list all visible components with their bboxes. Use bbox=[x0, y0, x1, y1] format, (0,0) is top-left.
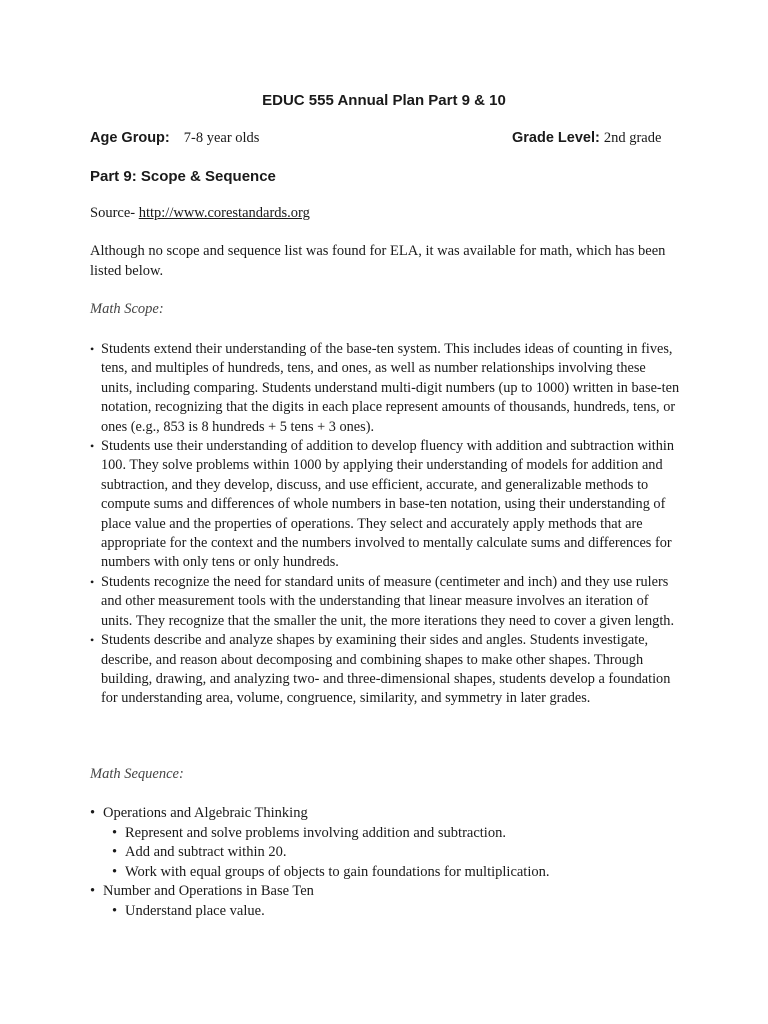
age-group-value: 7-8 year olds bbox=[183, 130, 260, 146]
math-sequence-heading: Math Sequence: bbox=[90, 766, 184, 782]
grade-level-value: 2nd grade bbox=[603, 130, 662, 146]
bullet-icon: • bbox=[90, 574, 95, 589]
list-item bbox=[90, 824, 690, 844]
part9-heading: Part 9: Scope & Sequence bbox=[90, 168, 276, 185]
list-item-text: Add and subtract within 20. bbox=[125, 844, 287, 860]
math-sequence-list bbox=[90, 804, 690, 921]
list-item-text: Understand place value. bbox=[125, 902, 265, 919]
source-label: Source- bbox=[90, 205, 136, 221]
list-item bbox=[90, 573, 680, 631]
list-item bbox=[90, 804, 690, 824]
list-item-text: Students use their understanding of addition to develop fluency with addition and subtraction within 100. They solve problems within 1000 by applying their understanding of models for addition and subtraction, and they develop, discuss, and use efficient, accurate, and generalizable methods to compute sums and differences of whole numbers in base-ten notation, using their understanding of place value and the properties of operations. They select and accurately apply methods that are appropriate for the context and the numbers involved to mentally calculate sums and differences for numbers with only tens or only hundreds. bbox=[101, 438, 674, 571]
bullet-icon: • bbox=[90, 439, 95, 454]
list-item bbox=[90, 843, 690, 863]
list-item bbox=[90, 882, 690, 902]
source-link[interactable]: http://www.corestandards.org bbox=[138, 205, 310, 221]
list-item bbox=[90, 631, 680, 709]
math-scope-heading: Math Scope: bbox=[90, 301, 164, 317]
list-item bbox=[90, 902, 690, 922]
list-item-text: Students describe and analyze shapes by examining their sides and angles. Students investigate, describe, and reason about decomposing and combining shapes to make other shapes. Through building, drawing, and analyzing two- and three-dimensional shapes, students develop a foundation for understanding area, volume, congruence, similarity, and symmetry in later grades. bbox=[101, 632, 671, 707]
grade-level-label: Grade Level: bbox=[512, 130, 600, 146]
source-line bbox=[90, 205, 310, 222]
math-scope-list bbox=[90, 340, 680, 709]
list-item bbox=[90, 340, 680, 437]
document-title: EDUC 555 Annual Plan Part 9 & 10 bbox=[262, 92, 506, 109]
list-item bbox=[90, 863, 690, 883]
age-group bbox=[90, 130, 259, 147]
meta-row bbox=[90, 130, 690, 150]
bullet-icon: • bbox=[112, 824, 118, 841]
bullet-icon: • bbox=[90, 633, 95, 648]
bullet-icon: • bbox=[90, 883, 96, 899]
bullet-icon: • bbox=[112, 902, 118, 919]
list-item-text: Represent and solve problems involving addition and subtraction. bbox=[125, 824, 506, 841]
list-item-text: Students recognize the need for standard units of measure (centimeter and inch) and they use rulers and other measurement tools with the understanding that linear measure involves an iteration of units. They recognize that the smaller the unit, the more iterations they need to cover a given length. bbox=[101, 573, 675, 629]
list-item-text: Students extend their understanding of the base-ten system. This includes ideas of counting in fives, tens, and multiples of hundreds, tens, and ones, as well as number relationships involving these units, including comparing. Students understand multi-digit numbers (up to 1000) written in base-ten notation, recognizing that the digits in each place represent amounts of thousands, hundreds, tens, or ones (e.g., 853 is 8 hundreds + 5 tens + 3 ones). bbox=[101, 341, 680, 435]
bullet-icon: • bbox=[112, 863, 118, 880]
list-item-text: Operations and Algebraic Thinking bbox=[103, 805, 308, 821]
bullet-icon: • bbox=[112, 844, 118, 860]
age-group-label: Age Group: bbox=[90, 130, 170, 146]
intro-paragraph: Although no scope and sequence list was found for ELA, it was available for math, which has been listed below. bbox=[90, 243, 666, 279]
bullet-icon: • bbox=[90, 342, 95, 356]
list-item-text: Work with equal groups of objects to gain foundations for multiplication. bbox=[125, 863, 550, 880]
grade-level bbox=[512, 130, 661, 147]
bullet-icon: • bbox=[90, 805, 96, 821]
list-item bbox=[90, 437, 680, 573]
list-item-text: Number and Operations in Base Ten bbox=[103, 883, 314, 899]
